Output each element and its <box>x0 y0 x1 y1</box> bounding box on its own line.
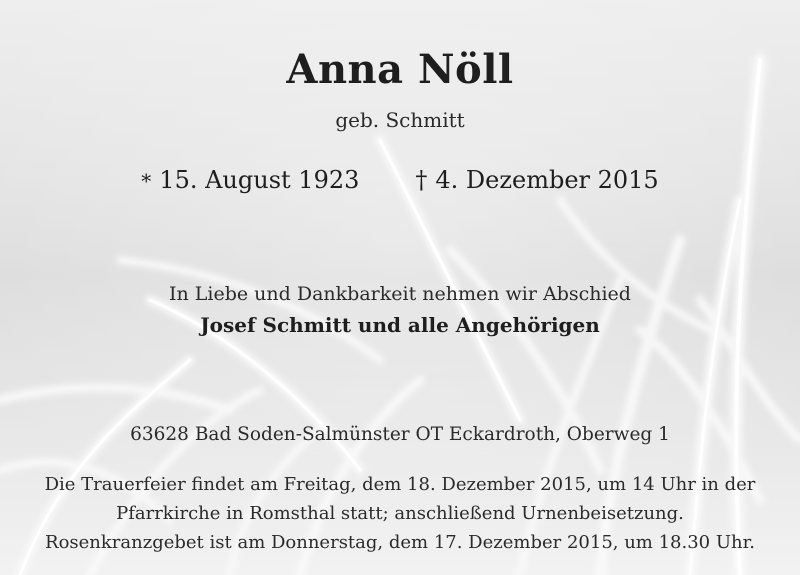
farewell-text: In Liebe und Dankbarkeit nehmen wir Abschied <box>169 283 631 305</box>
death-date-text: 4. Dezember 2015 <box>435 166 659 194</box>
birth-name: geb. Schmitt <box>335 108 465 132</box>
mourners-text: Josef Schmitt und alle Angehörigen <box>200 313 600 337</box>
service-info <box>0 470 800 557</box>
deceased-name: Anna Nöll <box>286 46 514 93</box>
birth-star-icon: * <box>141 169 152 193</box>
service-info-line: Rosenkranzgebet ist am Donnerstag, dem 17. Dezember 2015, um 18.30 Uhr. <box>45 532 755 553</box>
life-dates <box>0 166 800 194</box>
birth-date <box>141 166 359 194</box>
death-cross-icon: † <box>415 166 428 194</box>
death-date <box>415 166 658 194</box>
birth-date-text: 15. August 1923 <box>159 166 360 194</box>
service-info-line: Die Trauerfeier findet am Freitag, dem 18. Dezember 2015, um 14 Uhr in der <box>44 474 756 495</box>
service-info-line: Pfarrkirche in Romsthal statt; anschließend Urnenbeisetzung. <box>116 503 684 524</box>
address-text: 63628 Bad Soden-Salmünster OT Eckardroth, Oberweg 1 <box>130 424 670 445</box>
